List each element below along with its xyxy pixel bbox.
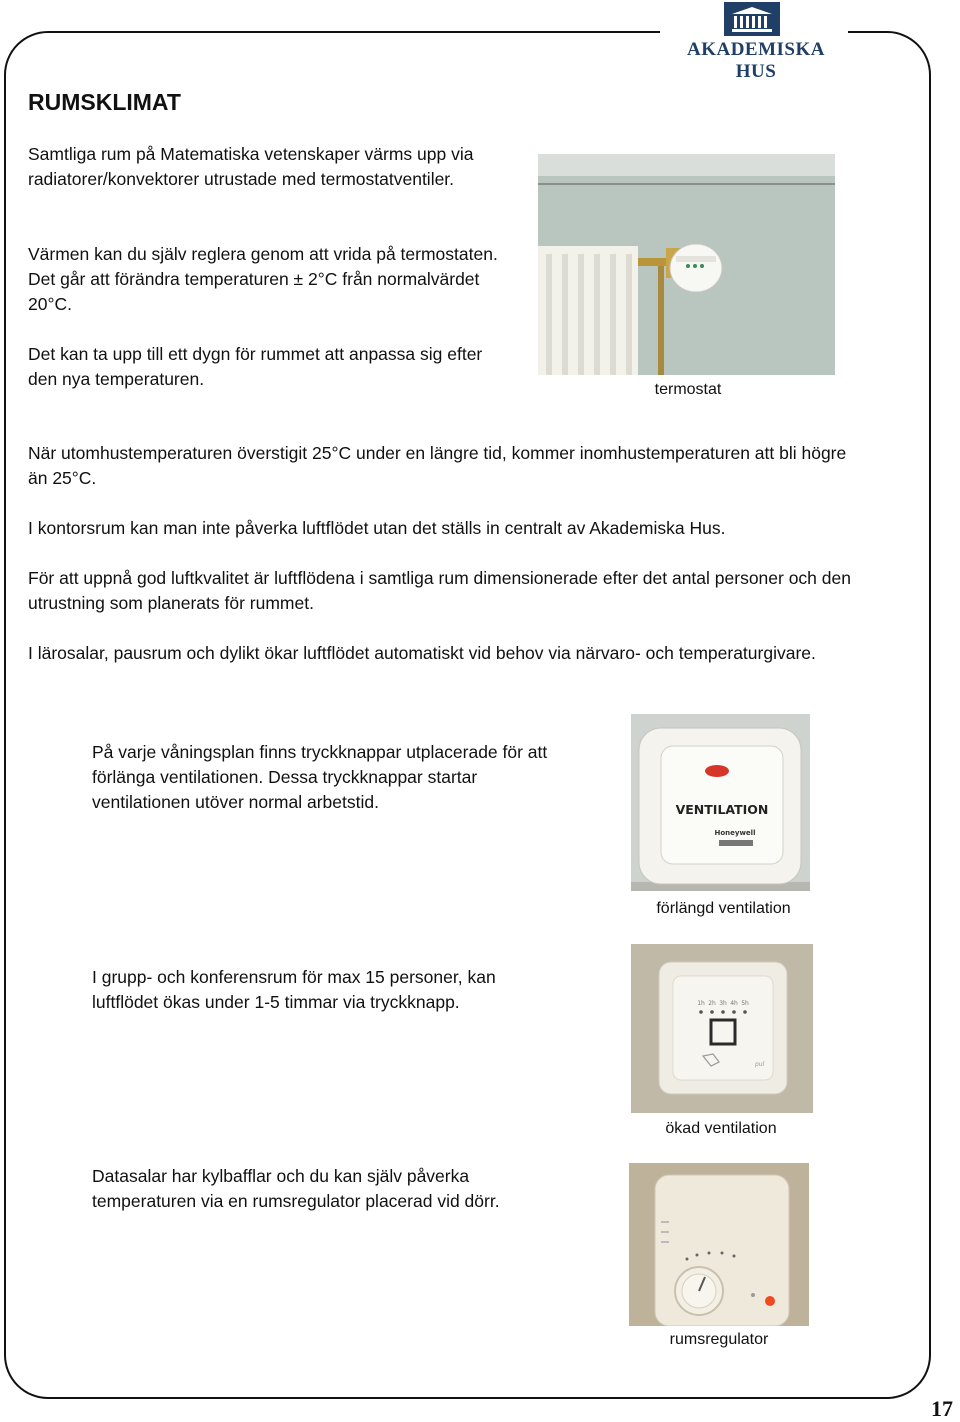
timer-label-4h: 4h xyxy=(730,1000,738,1007)
room-regulator-photo xyxy=(629,1163,809,1326)
timer-label-5h: 5h xyxy=(741,1000,749,1007)
intro-paragraph-heating: Samtliga rum på Matematiska vetenskaper värms upp via radiatorer/konvektorer utrustade med termostatventiler. xyxy=(28,144,474,189)
paragraph-air-quality: För att uppnå god luftkvalitet är luftflödena i samtliga rum dimensionerade efter det antal personer och den utrustning som planerats för rummet. xyxy=(28,568,851,613)
page-number: 17 xyxy=(931,1396,953,1421)
timer-label-2h: 2h xyxy=(708,1000,716,1007)
timer-button-photo xyxy=(631,944,813,1113)
intro-paragraph-delay: Det kan ta upp till ett dygn för rummet att anpassa sig efter den nya temperaturen. xyxy=(28,344,483,389)
intro-paragraph-adjust: Värmen kan du själv reglera genom att vrida på termostaten. Det går att förändra temperaturen ± 2°C från normalvärdet 20°C. xyxy=(28,244,498,314)
increased-ventilation-caption: ökad ventilation xyxy=(665,1120,777,1137)
ventilation-caption: förlängd ventilation xyxy=(656,900,791,917)
paragraph-office-airflow: I kontorsrum kan man inte påverka luftflödet utan det ställs in centralt av Akademiska Hus. xyxy=(28,518,726,538)
paragraph-heatwave: När utomhustemperaturen överstigit 25°C under en längre tid, kommer inomhustemperaturen att bli högre än 25°C. xyxy=(28,443,847,488)
building-icon xyxy=(724,2,780,36)
paragraph-extended-ventilation: På varje våningsplan finns tryckknappar utplacerade för att förlänga ventilationen. Dessa tryckknappar startar ventilationen utöver normal arbetstid. xyxy=(92,742,548,812)
ventilation-button-brand: Honeywell xyxy=(714,829,756,837)
svg-text:pul: pul xyxy=(755,1061,765,1068)
akademiska-hus-logo xyxy=(668,0,844,82)
paragraph-computer-rooms: Datasalar har kylbafflar och du kan själv påverka temperaturen via en rumsregulator placerad vid dörr. xyxy=(92,1166,500,1211)
timer-label-3h: 3h xyxy=(719,1000,727,1007)
paragraph-group-rooms: I grupp- och konferensrum för max 15 personer, kan luftflödet ökas under 1-5 timmar via tryckknapp. xyxy=(92,967,496,1012)
paragraph-lecture-halls: I lärosalar, pausrum och dylikt ökar luftflödet automatiskt vid behov via närvaro- och temperaturgivare. xyxy=(28,643,816,663)
room-regulator-caption: rumsregulator xyxy=(669,1331,769,1348)
timer-label-1h: 1h xyxy=(697,1000,705,1007)
page-title: RUMSKLIMAT xyxy=(28,89,181,115)
logo-text: AKADEMISKA HUS xyxy=(686,39,825,82)
thermostat-photo xyxy=(538,154,835,375)
thermostat-caption: termostat xyxy=(654,381,722,398)
ventilation-button-label: VENTILATION xyxy=(675,802,769,817)
ventilation-button-photo xyxy=(631,714,810,891)
